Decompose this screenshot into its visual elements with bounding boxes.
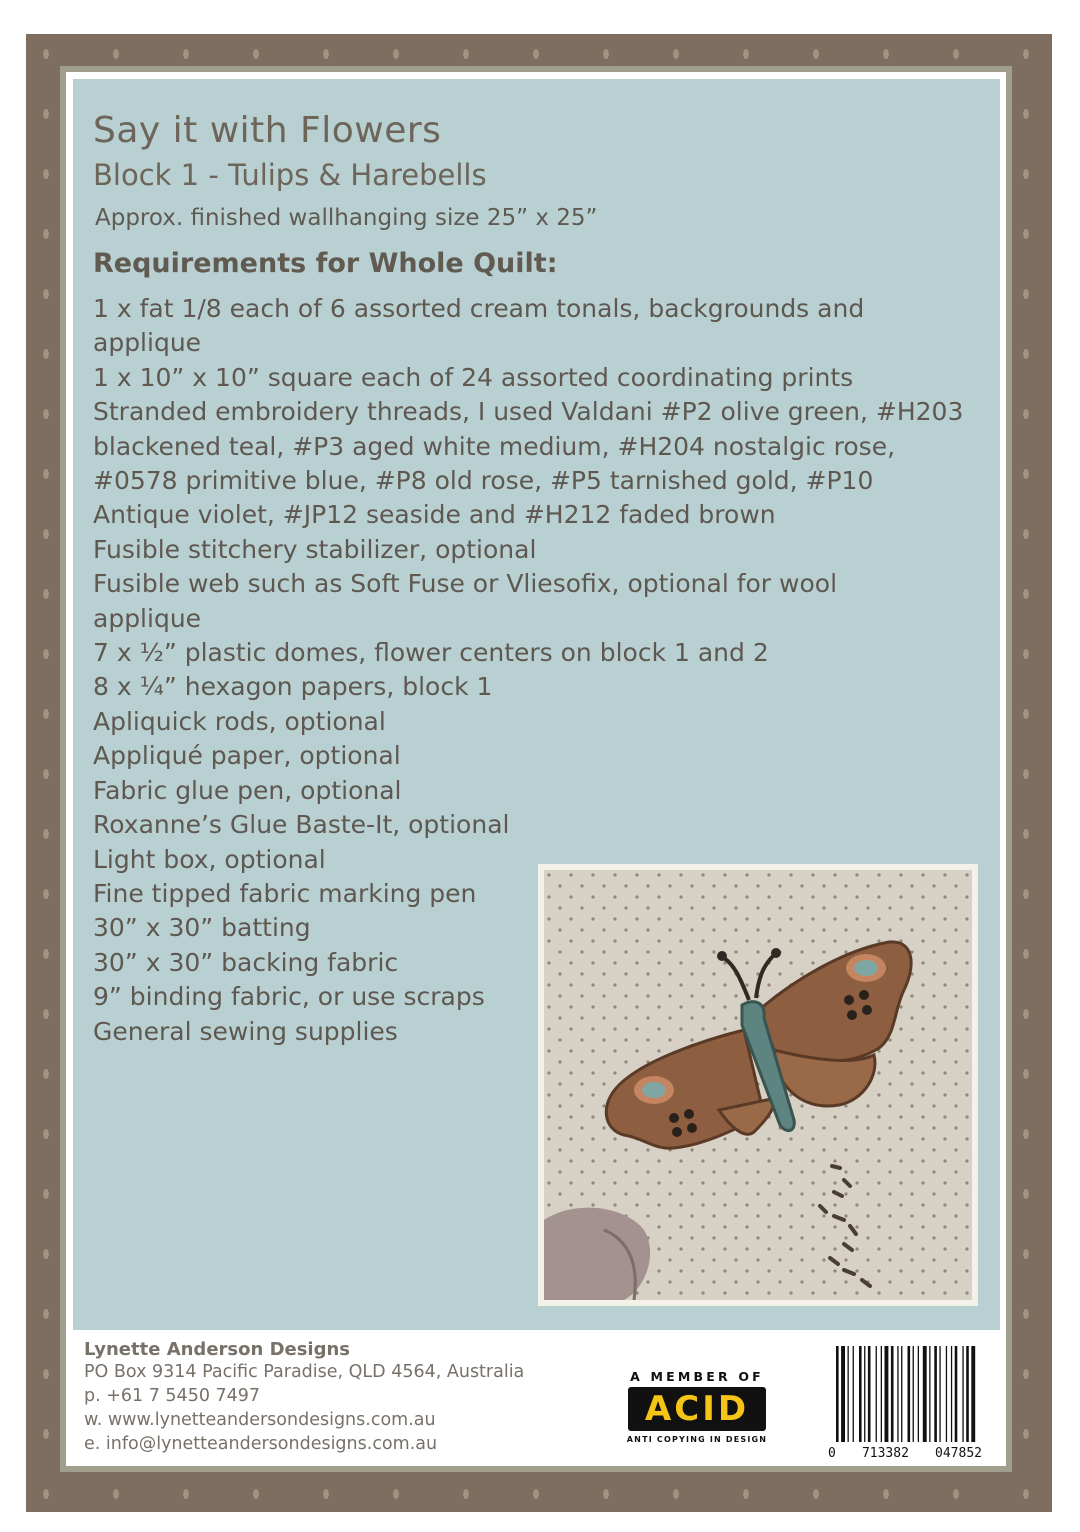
list-item: 1 x 10” x 10” square each of 24 assorted coordinating prints [93,362,854,392]
barcode-bar [859,1346,862,1442]
barcode-bar [868,1346,871,1442]
barcode-bar [881,1346,882,1442]
barcode-group-1: 713382 [861,1446,909,1461]
list-item: 8 x ¼” hexagon papers, block 1 [93,672,493,702]
barcode-bars [828,1344,982,1444]
barcode-group-2: 047852 [935,1446,982,1461]
acid-tagline: ANTI COPYING IN DESIGN [626,1435,768,1444]
barcode-bar [897,1346,898,1442]
list-item: Roxanne’s Glue Baste-It, optional [93,810,510,840]
list-item: Apliquick rods, optional [93,706,386,736]
list-item: Fine tipped fabric marking pen [93,878,477,908]
barcode-bar [971,1346,975,1442]
barcode-bar [918,1346,919,1442]
barcode-bar [901,1346,902,1442]
list-item: Fusible web such as Soft Fuse or Vliesofix, optional for wool applique [93,569,838,633]
pattern-subtitle: Block 1 - Tulips & Harebells [93,158,487,192]
list-item: Light box, optional [93,844,326,874]
list-item: Fabric glue pen, optional [93,775,402,805]
barcode-bar [891,1346,894,1442]
barcode-bar [908,1346,911,1442]
barcode-digit-left: 0 [828,1446,836,1461]
barcode-bar [966,1346,969,1442]
list-item: General sewing supplies [93,1016,398,1046]
barcode-bar [955,1346,958,1442]
acid-logo [614,1369,780,1449]
barcode-bar [841,1346,845,1442]
list-item: 7 x ½” plastic domes, flower centers on block 1 and 2 [93,638,769,668]
barcode-bar [876,1346,877,1442]
list-item: Stranded embroidery threads, I used Valdani #P2 olive green, #H203 blackened teal, #P3 aged white medium, #H204 nostalgic rose, #0578 primitive blue, #P8 old rose, #P5 tarnished gold, #P10 Antique violet, #JP12 seaside and #H212 faded brown [93,397,964,530]
barcode-bar [934,1346,937,1442]
acid-member-text: A MEMBER OF [630,1369,764,1384]
butterfly-photo [538,864,978,1306]
requirements-heading: Requirements for Whole Quilt: [93,248,558,279]
finished-size: Approx. finished wallhanging size 25” x 25” [95,205,598,231]
barcode-bar [913,1346,914,1442]
butterfly-button-image [544,870,972,1300]
barcode-bar [885,1346,889,1442]
barcode-bar [853,1346,854,1442]
phone-number: p. +61 7 5450 7497 [84,1386,261,1406]
barcode-bar [848,1346,849,1442]
barcode-bar [836,1346,839,1442]
list-item: 9” binding fabric, or use scraps [93,982,485,1012]
barcode-bar [951,1346,952,1442]
list-item: 1 x fat 1/8 each of 6 assorted cream tonals, backgrounds and applique [93,294,865,358]
email-link[interactable]: e. info@lynetteandersondesigns.com.au [84,1434,438,1454]
barcode-bar [929,1346,930,1442]
pattern-title: Say it with Flowers [93,110,442,151]
acid-logo-text: ACID [644,1389,750,1429]
acid-badge [628,1387,766,1431]
barcode-bar [864,1346,865,1442]
list-item: Fusible stitchery stabilizer, optional [93,534,537,564]
barcode-bar [939,1346,940,1442]
postal-address: PO Box 9314 Pacific Paradise, QLD 4564, Australia [84,1362,525,1382]
company-name: Lynette Anderson Designs [84,1339,351,1360]
barcode-bar [923,1346,927,1442]
barcode-digits [828,1446,982,1461]
list-item: Appliqué paper, optional [93,741,401,771]
website-link[interactable]: w. www.lynetteandersondesigns.com.au [84,1410,436,1430]
list-item: 30” x 30” backing fabric [93,947,399,977]
barcode-bar [962,1346,963,1442]
barcode-bar [946,1346,947,1442]
list-item: 30” x 30” batting [93,913,311,943]
barcode [828,1344,982,1466]
